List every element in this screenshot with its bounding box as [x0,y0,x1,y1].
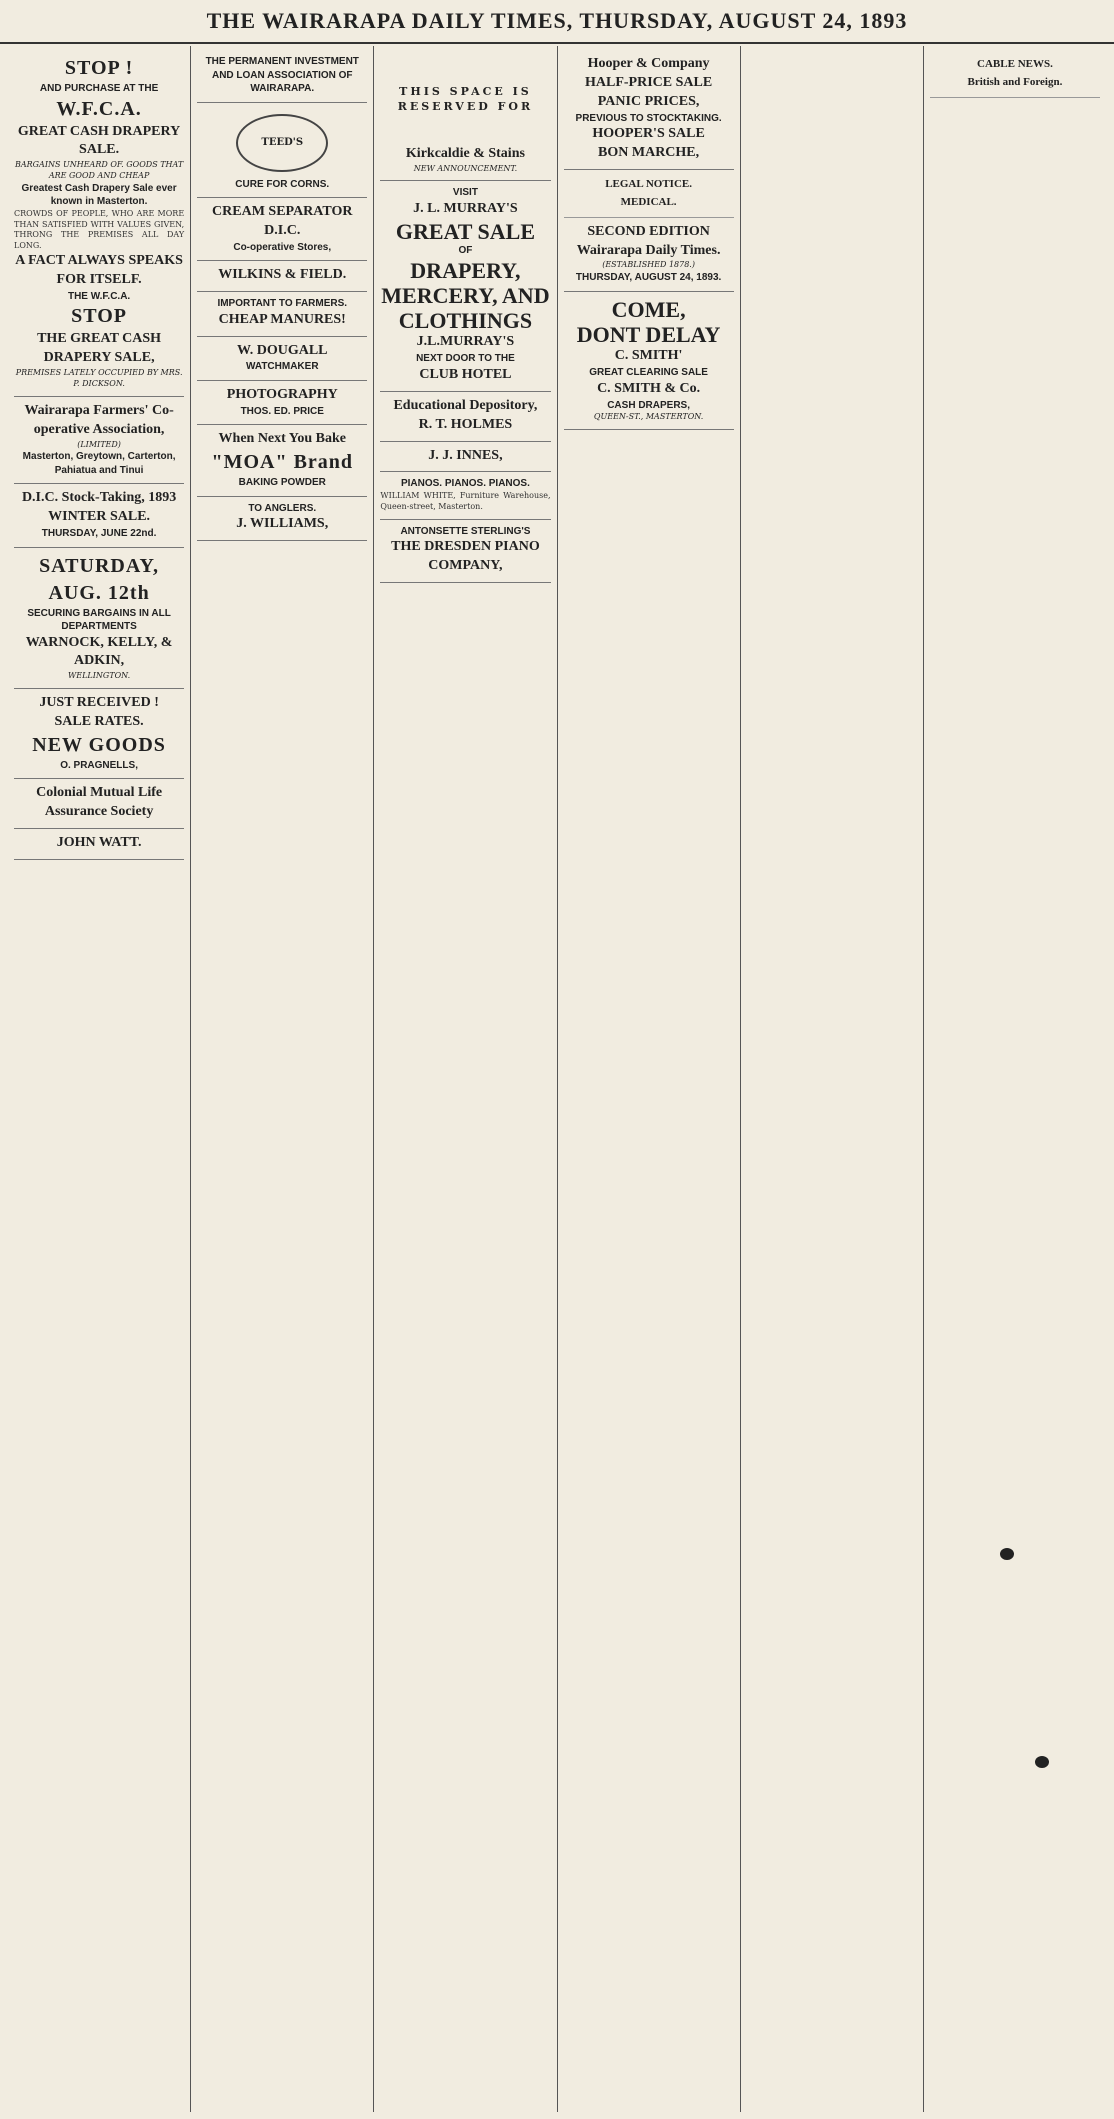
queen-street-line: QUEEN-ST., MASTERTON. [593,412,704,422]
legal-notice-heading: LEGAL NOTICE. [605,177,692,190]
second-edition-banner [564,218,734,292]
murray-heading-2: J.L.MURRAY'S [416,334,515,350]
dic-heading-2: D.I.C. [264,222,301,238]
warnock-heading: WARNOCK, KELLY, & ADKIN, [25,634,173,669]
educational-heading: Educational Depository, [393,397,538,413]
premises-line: PREMISES LATELY OCCUPIED BY MRS. P. DICKSON. [15,368,183,388]
permanent-advert [197,50,367,103]
warehouse-text: WILLIAM WHITE, Furniture Warehouse, Queen-street, Masterton. [380,490,551,511]
bargains-line: BARGAINS UNHEARD OF. GOODS THAT ARE GOOD AND CHEAP [14,160,184,181]
winter-sale-date: THURSDAY, JUNE 22nd. [41,528,157,540]
wellington-line: WELLINGTON. [68,671,131,681]
farmers-heading: Wairarapa Farmers' Co-operative Association, [24,402,174,437]
pianos-advert [380,472,550,519]
second-edition-heading: SECOND EDITION [587,223,710,239]
hoopers-sale-heading: HOOPER'S SALE [592,126,705,142]
moa-advert [197,425,367,496]
pragnell-name: O. PRAGNELLS, [60,759,138,771]
smith-co-heading: C. SMITH & Co. [597,380,701,396]
john-watt-advert [14,829,184,860]
great-sale-heading: GREAT SALE [395,218,536,244]
smith-heading: C. SMITH' [614,348,683,364]
visit-line: VISIT [452,187,478,199]
holmes-advert [380,392,550,442]
crowds-text: CROWDS OF PEOPLE, WHO ARE MORE THAN SATISFIED WITH VALUES GIVEN, THRONG THE PREMISES ALL DAY LONG. [14,208,185,251]
hooper-heading: Hooper & Company [587,56,710,71]
wilkins-advert [197,261,367,292]
sale-rates-heading: SALE RATES. [54,714,144,730]
next-door-line: NEXT DOOR TO THE [416,353,515,365]
established-line: (ESTABLISHED 1878.) [602,260,695,270]
saturday-advert [14,548,184,690]
john-watt-heading: JOHN WATT. [56,835,142,851]
clearing-sale-line: GREAT CLEARING SALE [589,367,708,379]
smith-advert [564,292,734,430]
column-5 [741,46,924,2112]
column-2 [191,46,374,2112]
wfca-heading: W.F.C.A. [56,97,142,120]
pianos-heading: PIANOS. PIANOS. PIANOS. [400,478,530,490]
manures-advert [197,292,367,336]
teeds-logo [236,114,328,172]
murray-advert [380,181,550,391]
price-name: THOS. ED. PRICE [240,405,324,417]
winter-sale-heading: WINTER SALE. [48,509,151,525]
announcement-line: NEW ANNOUNCEMENT. [413,163,518,173]
drapery-sale-heading: GREAT CASH DRAPERY SALE. [17,123,181,158]
wfca-advert [14,50,184,397]
watchmaker-line: WATCHMAKER [245,361,319,373]
dougall-advert [197,337,367,381]
newspaper-masthead [0,0,1114,44]
sterling-heading: ANTONSETTE STERLING'S [400,525,531,537]
kirkcaldie-heading: Kirkcaldie & Stains [405,145,525,161]
cure-heading: CURE FOR CORNS. [235,178,330,190]
new-goods-heading: NEW GOODS [32,733,166,756]
innes-advert [380,442,550,473]
cream-separator-advert [197,198,367,261]
wilkins-heading: WILKINS & FIELD. [218,267,347,283]
teeds-advert [197,103,367,199]
securing-line: SECURING BARGAINS IN ALL DEPARTMENTS [27,607,171,633]
reserved-advert [380,50,550,181]
fact-heading: A FACT ALWAYS SPEAKS FOR ITSELF. [15,253,183,287]
photography-advert [197,381,367,425]
anglers-advert [197,497,367,541]
baking-powder-line: BAKING POWDER [238,477,326,489]
colonial-mutual-advert [14,779,184,829]
teeds-logo-text: TEED'S [261,136,304,148]
greatest-sale-line: Greatest Cash Drapery Sale ever known in Masterton. [21,182,177,208]
dic-heading: D.I.C. Stock-Taking, 1893 [21,490,177,506]
photography-heading: PHOTOGRAPHY [226,386,338,402]
limited-line: (LIMITED) [77,439,121,449]
purchase-line: AND PURCHASE AT THE [39,83,159,94]
page-columns [8,46,1106,2112]
coop-heading: Co-operative Stores, [233,241,332,253]
newspaper-title: THE WAIRARAPA DAILY TIMES, THURSDAY, AUGUST 24, 1893 [206,8,908,33]
bake-heading: When Next You Bake [218,431,346,447]
column-3 [374,46,557,2112]
legal-notice [564,170,734,218]
cash-drapers-line: CASH DRAPERS, [607,399,690,411]
ink-blot-1 [1000,1548,1014,1560]
column-1 [8,46,191,2112]
cash-sale-heading: THE GREAT CASH DRAPERY SALE, [37,331,162,366]
half-price-heading: HALF-PRICE SALE [585,74,713,90]
jwilliams-heading: J. WILLIAMS, [236,516,329,532]
reserved-text: THIS SPACE IS RESERVED FOR [397,85,534,113]
towns-line: Masterton, Greytown, Carterton, Pahiatua and Tinui [22,451,176,476]
saturday-heading: SATURDAY, AUG. 12th [39,554,160,604]
permanent-heading: THE PERMANENT INVESTMENT AND LOAN ASSOCIATION OF WAIRARAPA. [205,56,359,94]
delay-heading: DONT DELAY [576,322,721,348]
dougall-heading: W. DOUGALL [237,342,328,358]
medical-heading: MEDICAL. [620,195,677,208]
cable-news-heading: CABLE NEWS. [977,58,1053,70]
farmers-line: IMPORTANT TO FARMERS. [217,298,348,310]
holmes-heading: R. T. HOLMES [418,416,513,432]
stop-heading: STOP ! [64,57,134,79]
dresden-advert [380,520,550,583]
manures-heading: CHEAP MANURES! [218,311,346,327]
ink-blot-2 [1035,1756,1049,1768]
panic-heading: PANIC PRICES, [597,93,700,109]
farmers-advert [14,397,184,485]
dresden-heading: THE DRESDEN PIANO COMPANY, [391,539,540,573]
club-hotel-heading: CLUB HOTEL [419,366,512,382]
innes-heading: J. J. INNES, [428,447,503,463]
column-4 [558,46,741,2112]
just-received-advert [14,689,184,779]
dic-advert [14,484,184,547]
hooper-advert [564,50,734,170]
moa-heading: "MOA" Brand [211,451,354,474]
of-line: OF [458,245,473,257]
bon-marche-heading: BON MARCHE, [598,145,700,161]
stocktaking-line: PREVIOUS TO STOCKTAKING. [575,112,722,124]
wfca-repeat: THE W.F.C.A. [67,290,131,302]
british-foreign-heading: British and Foreign. [967,75,1063,88]
cream-heading: CREAM SEPARATOR [212,204,353,219]
issue-date: THURSDAY, AUGUST 24, 1893. [575,272,722,284]
anglers-heading: TO ANGLERS. [248,502,317,514]
colonial-mutual-heading: Colonial Mutual Life Assurance Society [36,785,163,820]
clothing-heading: CLOTHINGS [398,308,533,334]
stop-heading-2: STOP [71,305,128,328]
come-heading: COME, [611,296,686,322]
times-heading: Wairarapa Daily Times. [576,242,721,258]
cable-news-article [930,50,1100,98]
just-received-heading: JUST RECEIVED ! [39,695,159,711]
drapery-heading: DRAPERY, MERCERY, AND [381,257,550,308]
column-6 [924,46,1106,2112]
murray-heading: J. L. MURRAY'S [413,200,518,216]
